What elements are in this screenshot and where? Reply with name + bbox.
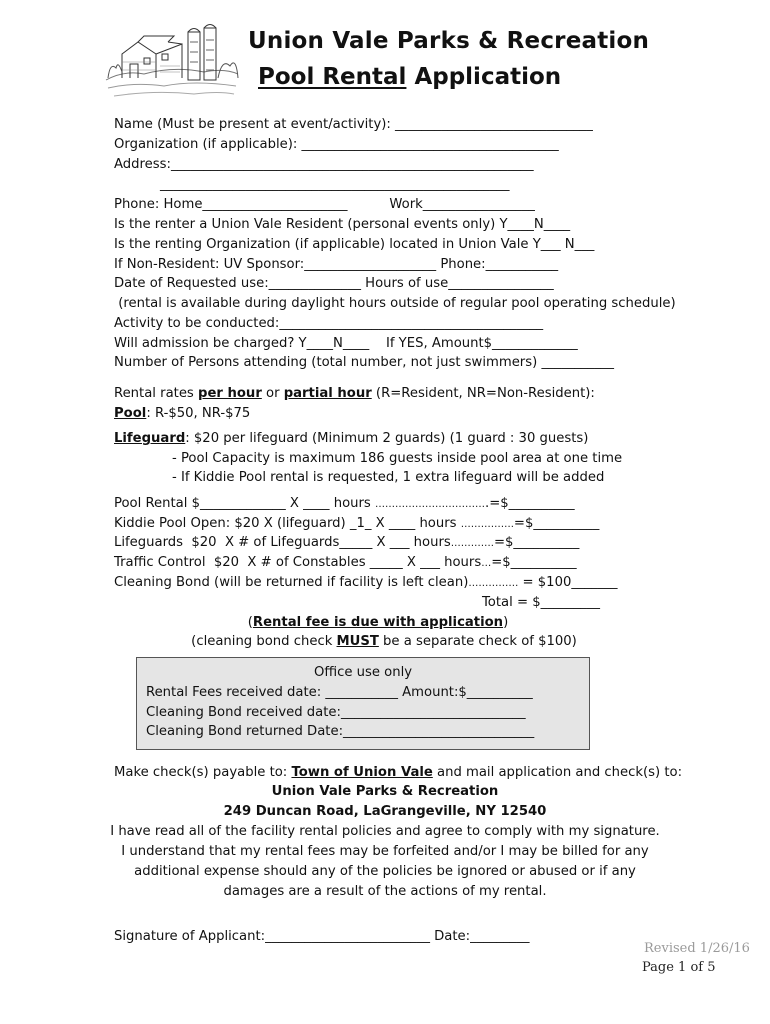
check-b: be a separate check of $100) bbox=[378, 634, 577, 649]
address-cont-field[interactable]: _____________________________________________________ bbox=[160, 177, 510, 192]
name-field[interactable]: Name (Must be present at event/activity): ______________________________ bbox=[114, 117, 593, 132]
payable-line bbox=[114, 765, 682, 780]
agreement-line-4: damages are a result of the actions of my rental. bbox=[223, 884, 547, 899]
phone-field[interactable]: Phone: Home______________________ Work_________________ bbox=[114, 197, 535, 212]
availability-note: (rental is available during daylight hours outside of regular pool operating schedule) bbox=[114, 296, 676, 311]
non-resident-field[interactable]: If Non-Resident: UV Sponsor:____________________ Phone:___________ bbox=[114, 257, 559, 272]
pool-calc-b: .=$__________ bbox=[485, 496, 575, 511]
per-hour-label: per hour bbox=[198, 386, 262, 401]
organization-field[interactable]: Organization (if applicable): _______________________________________ bbox=[114, 137, 559, 152]
revised-date: Revised 1/26/16 bbox=[644, 941, 750, 956]
page-number: Page 1 of 5 bbox=[642, 960, 716, 975]
pool-rates-text: : R-$50, NR-$75 bbox=[146, 406, 251, 421]
lifeguards-calc-b: =$__________ bbox=[493, 535, 580, 550]
traffic-control-calc[interactable] bbox=[114, 555, 577, 570]
activity-field[interactable]: Activity to be conducted:________________________________________ bbox=[114, 316, 544, 331]
agreement-line-1: I have read all of the facility rental policies and agree to comply with my signature. bbox=[110, 824, 660, 839]
lifeguards-calc[interactable] bbox=[114, 535, 579, 550]
fee-close: ) bbox=[503, 615, 509, 630]
org-located-field[interactable]: Is the renting Organization (if applicable) located in Union Vale Y___ N___ bbox=[114, 237, 595, 252]
mail-street: 249 Duncan Road, LaGrangeville, NY 12540 bbox=[223, 804, 547, 819]
payee-label: Town of Union Vale bbox=[291, 765, 433, 780]
signature-field[interactable]: Signature of Applicant:_________________________ Date:_________ bbox=[114, 929, 530, 944]
traffic-calc-dots: … bbox=[481, 558, 492, 569]
admission-field[interactable]: Will admission be charged? Y____N____ If YES, Amount$_____________ bbox=[114, 336, 578, 351]
lifeguard-rates-text: : $20 per lifeguard (Minimum 2 guards) (1 guard : 30 guests) bbox=[185, 431, 589, 446]
payable-a: Make check(s) payable to: bbox=[114, 765, 292, 780]
check-a: (cleaning bond check bbox=[191, 634, 337, 649]
kiddie-calc-dots: ……………. bbox=[460, 519, 514, 530]
payable-b: and mail application and check(s) to: bbox=[432, 765, 683, 780]
bond-calc-a: Cleaning Bond (will be returned if facility is left clean) bbox=[114, 575, 469, 590]
pool-rental-calc[interactable] bbox=[114, 496, 575, 511]
lifeguard-label: Lifeguard bbox=[114, 431, 186, 446]
office-fees-line: Rental Fees received date: ___________ Amount:$__________ bbox=[146, 685, 533, 700]
pool-rates bbox=[114, 406, 250, 421]
mail-org: Union Vale Parks & Recreation bbox=[271, 784, 499, 799]
address-field[interactable]: Address:_______________________________________________________ bbox=[114, 157, 534, 172]
fee-due-note bbox=[0, 615, 763, 630]
fee-open: ( bbox=[247, 615, 253, 630]
page-subtitle bbox=[258, 64, 561, 90]
office-use-box bbox=[136, 657, 590, 750]
pool-calc-a: Pool Rental $_____________ X ____ hours bbox=[114, 496, 375, 511]
office-bond-received-line: Cleaning Bond received date:____________________________ bbox=[146, 705, 526, 720]
page-title: Union Vale Parks & Recreation bbox=[248, 28, 650, 54]
kiddie-pool-calc[interactable] bbox=[114, 516, 599, 531]
fee-due-text: Rental fee is due with application bbox=[252, 615, 504, 630]
farm-barn-silo-icon bbox=[104, 22, 240, 100]
rates-intro-b: (R=Resident, NR=Non-Resident): bbox=[371, 386, 595, 401]
traffic-calc-a: Traffic Control $20 X # of Constables _____ X ___ hours bbox=[114, 555, 482, 570]
persons-field[interactable]: Number of Persons attending (total number, not just swimmers) ___________ bbox=[114, 355, 614, 370]
agreement-line-2: I understand that my rental fees may be forfeited and/or I may be billed for any bbox=[121, 844, 649, 859]
bond-calc-dots: …………… bbox=[468, 578, 519, 589]
lifeguards-calc-a: Lifeguards $20 X # of Lifeguards_____ X ___ hours bbox=[114, 535, 451, 550]
lifeguards-calc-dots: …………. bbox=[450, 538, 494, 549]
kiddie-calc-a: Kiddie Pool Open: $20 X (lifeguard) _1_ X ____ hours bbox=[114, 516, 461, 531]
must-label: MUST bbox=[336, 634, 379, 649]
traffic-calc-b: =$__________ bbox=[491, 555, 577, 570]
pool-label: Pool bbox=[114, 406, 147, 421]
total-field[interactable]: Total = $_________ bbox=[482, 595, 600, 610]
subtitle-underlined: Pool Rental bbox=[258, 64, 407, 90]
office-bond-returned-line: Cleaning Bond returned Date:_____________________________ bbox=[146, 724, 535, 739]
cleaning-bond-calc[interactable] bbox=[114, 575, 618, 590]
pool-calc-dots: …………………………… bbox=[375, 499, 485, 510]
rates-intro-a: Rental rates bbox=[114, 386, 198, 401]
kiddie-calc-b: =$__________ bbox=[513, 516, 600, 531]
rates-intro-or: or bbox=[261, 386, 284, 401]
subtitle-rest: Application bbox=[406, 64, 562, 90]
agreement-line-3: additional expense should any of the policies be ignored or abused or if any bbox=[134, 864, 636, 879]
bond-check-note bbox=[0, 634, 769, 649]
bond-calc-b: = $100_______ bbox=[518, 575, 618, 590]
kiddie-note: - If Kiddie Pool rental is requested, 1 extra lifeguard will be added bbox=[172, 470, 605, 485]
date-field[interactable]: Date of Requested use:______________ Hours of use________________ bbox=[114, 276, 554, 291]
lifeguard-rates bbox=[114, 431, 588, 446]
capacity-note: - Pool Capacity is maximum 186 guests inside pool area at one time bbox=[172, 451, 623, 466]
office-heading: Office use only bbox=[313, 665, 413, 680]
partial-hour-label: partial hour bbox=[283, 386, 372, 401]
resident-field[interactable]: Is the renter a Union Vale Resident (personal events only) Y____N____ bbox=[114, 217, 571, 232]
rates-intro bbox=[114, 386, 595, 401]
